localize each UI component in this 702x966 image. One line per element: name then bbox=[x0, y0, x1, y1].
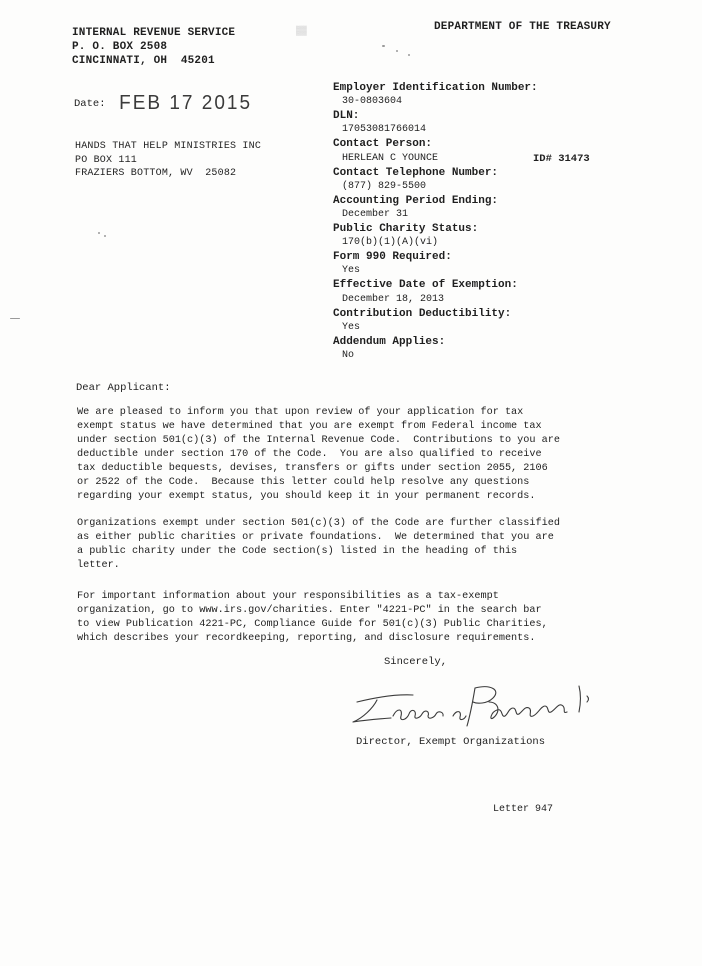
scan-speck bbox=[98, 232, 100, 234]
ein-value: 30-0803604 bbox=[342, 96, 403, 108]
paragraph-line: deductible under section 170 of the Code. You are also qualified to receive bbox=[77, 449, 542, 460]
paragraph-line: We are pleased to inform you that upon review of your application for tax bbox=[77, 407, 524, 418]
sender-line: P. O. BOX 2508 bbox=[72, 41, 168, 53]
scan-speck bbox=[408, 54, 410, 56]
paragraph-information bbox=[77, 590, 637, 646]
period-value: December 31 bbox=[342, 209, 409, 221]
contact-value: HERLEAN C YOUNCE bbox=[342, 152, 439, 164]
sender-address bbox=[72, 26, 235, 68]
scan-speck bbox=[10, 318, 20, 319]
paragraph-line: tax deductible bequests, devises, transfers or gifts under section 2055, 2106 bbox=[77, 463, 548, 474]
paragraph-line: organization, go to www.irs.gov/charities. Enter "4221-PC" in the search bar bbox=[77, 605, 542, 616]
recipient-line: FRAZIERS BOTTOM, WV 25082 bbox=[75, 168, 237, 180]
effective-date-label: Effective Date of Exemption: bbox=[333, 279, 518, 292]
deductibility-value: Yes bbox=[342, 321, 361, 333]
paragraph-line: or 2522 of the Code. Because this letter could help resolve any questions bbox=[77, 477, 530, 488]
paragraph-exemption bbox=[77, 406, 637, 504]
recipient-line: PO BOX 111 bbox=[75, 154, 138, 166]
paragraph-classification bbox=[77, 517, 637, 573]
exemption-details bbox=[333, 81, 613, 363]
dln-value: 17053081766014 bbox=[342, 124, 427, 136]
scan-speck bbox=[382, 45, 385, 47]
contact-label: Contact Person: bbox=[333, 138, 433, 151]
sender-line: CINCINNATI, OH 45201 bbox=[72, 55, 215, 67]
period-label: Accounting Period Ending: bbox=[333, 194, 499, 207]
paragraph-line: to view Publication 4221-PC, Compliance Guide for 501(c)(3) Public Charities, bbox=[77, 619, 548, 630]
letter-number: Letter 947 bbox=[493, 804, 554, 815]
contact-row bbox=[333, 152, 613, 166]
recipient-address bbox=[75, 140, 261, 181]
paragraph-line: under section 501(c)(3) of the Internal Revenue Code. Contributions to you are bbox=[77, 435, 560, 446]
paragraph-line: letter. bbox=[77, 560, 120, 571]
phone-label: Contact Telephone Number: bbox=[333, 166, 499, 179]
handwritten-signature bbox=[343, 672, 603, 732]
department-heading: DEPARTMENT OF THE TREASURY bbox=[434, 21, 611, 33]
paragraph-line: For important information about your responsibilities as a tax-exempt bbox=[77, 591, 499, 602]
addendum-label: Addendum Applies: bbox=[333, 335, 446, 348]
charity-status-value: 170(b)(1)(A)(vi) bbox=[342, 237, 439, 249]
date-stamp: FEB 17 2015 bbox=[119, 92, 253, 115]
phone-value: (877) 829-5500 bbox=[342, 180, 427, 192]
paragraph-line: which describes your recordkeeping, reporting, and disclosure requirements. bbox=[77, 633, 536, 644]
greeting: Dear Applicant: bbox=[76, 382, 171, 394]
date-label: Date: bbox=[74, 98, 106, 110]
paragraph-line: Organizations exempt under section 501(c)(3) of the Code are further classified bbox=[77, 518, 560, 529]
scan-artifact: ▓▓ bbox=[296, 26, 307, 36]
effective-date-value: December 18, 2013 bbox=[342, 293, 445, 305]
dln-label: DLN: bbox=[333, 110, 360, 123]
contact-id: ID# 31473 bbox=[533, 152, 590, 165]
paragraph-line: as either public charities or private foundations. We determined that you are bbox=[77, 532, 554, 543]
charity-status-label: Public Charity Status: bbox=[333, 223, 479, 236]
paragraph-line: exempt status we have determined that you are exempt from Federal income tax bbox=[77, 421, 542, 432]
paragraph-line: regarding your exempt status, you should keep it in your permanent records. bbox=[77, 491, 536, 502]
scan-speck bbox=[104, 235, 106, 237]
recipient-line: HANDS THAT HELP MINISTRIES INC bbox=[75, 141, 262, 152]
addendum-value: No bbox=[342, 350, 355, 362]
form990-value: Yes bbox=[342, 265, 361, 277]
paragraph-line: a public charity under the Code section(s) listed in the heading of this bbox=[77, 546, 518, 557]
form990-label: Form 990 Required: bbox=[333, 251, 452, 264]
scan-speck bbox=[396, 50, 398, 52]
ein-label: Employer Identification Number: bbox=[333, 82, 538, 94]
date-row bbox=[74, 93, 252, 115]
signer-title: Director, Exempt Organizations bbox=[356, 736, 546, 748]
sender-line: INTERNAL REVENUE SERVICE bbox=[72, 27, 236, 39]
deductibility-label: Contribution Deductibility: bbox=[333, 307, 512, 320]
closing: Sincerely, bbox=[384, 656, 448, 668]
